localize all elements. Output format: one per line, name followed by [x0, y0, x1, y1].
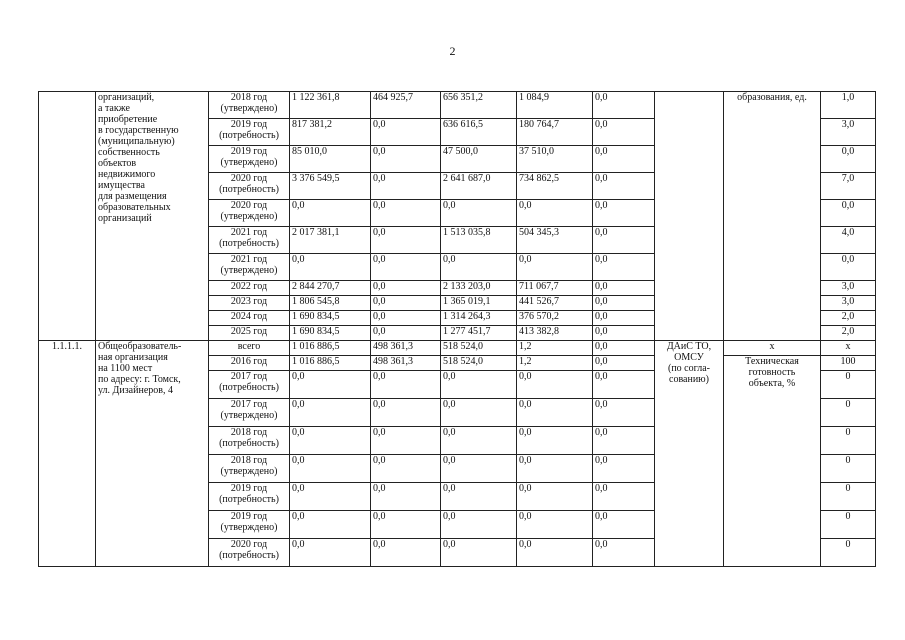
- federal-cell: 0,0: [371, 296, 441, 311]
- federal-cell: 0,0: [371, 173, 441, 200]
- federal-cell: 0,0: [371, 371, 441, 399]
- total-cell: 2 017 381,1: [290, 227, 371, 254]
- federal-cell: 0,0: [371, 281, 441, 296]
- total-cell: 2 844 270,7: [290, 281, 371, 296]
- federal-cell: 0,0: [371, 200, 441, 227]
- federal-cell: 0,0: [371, 539, 441, 567]
- total-cell: 817 381,2: [290, 119, 371, 146]
- regional-cell: 47 500,0: [441, 146, 517, 173]
- item-description: организаций, а также приобретение в государственную (муниципальную) собственность объектов недвижимого имущества для размещения образовательных организаций: [96, 92, 209, 341]
- executor-cell: [655, 92, 724, 341]
- local-cell: 0,0: [517, 399, 593, 427]
- total-cell: 0,0: [290, 511, 371, 539]
- extrabudget-cell: 0,0: [593, 511, 655, 539]
- target-value-cell: 0: [821, 427, 876, 455]
- year-cell: 2019 год (утверждено): [209, 511, 290, 539]
- target-value-cell: 0: [821, 511, 876, 539]
- item-code: 1.1.1.1.: [39, 341, 96, 567]
- local-cell: 413 382,8: [517, 326, 593, 341]
- regional-cell: 0,0: [441, 455, 517, 483]
- total-cell: 0,0: [290, 455, 371, 483]
- federal-cell: 0,0: [371, 146, 441, 173]
- extrabudget-cell: 0,0: [593, 227, 655, 254]
- regional-cell: 0,0: [441, 200, 517, 227]
- regional-cell: 1 365 019,1: [441, 296, 517, 311]
- target-value-cell: 1,0: [821, 92, 876, 119]
- federal-cell: 0,0: [371, 326, 441, 341]
- indicator-cell: образования, ед.: [724, 92, 821, 341]
- federal-cell: 0,0: [371, 483, 441, 511]
- item-code: [39, 92, 96, 341]
- local-cell: 0,0: [517, 427, 593, 455]
- year-cell: 2017 год (утверждено): [209, 399, 290, 427]
- page-number: 2: [449, 44, 456, 58]
- regional-cell: 0,0: [441, 254, 517, 281]
- total-cell: 0,0: [290, 371, 371, 399]
- year-cell: 2018 год (потребность): [209, 427, 290, 455]
- extrabudget-cell: 0,0: [593, 399, 655, 427]
- federal-cell: 0,0: [371, 227, 441, 254]
- federal-cell: 498 361,3: [371, 356, 441, 371]
- target-value-cell: 3,0: [821, 281, 876, 296]
- extrabudget-cell: 0,0: [593, 356, 655, 371]
- year-cell: 2019 год (потребность): [209, 119, 290, 146]
- target-value-cell: 0: [821, 483, 876, 511]
- regional-cell: 0,0: [441, 427, 517, 455]
- target-value-cell: 2,0: [821, 326, 876, 341]
- regional-cell: 518 524,0: [441, 341, 517, 356]
- extrabudget-cell: 0,0: [593, 173, 655, 200]
- extrabudget-cell: 0,0: [593, 296, 655, 311]
- executor-cell: ДАиС ТО, ОМСУ (по согла- сованию): [655, 341, 724, 567]
- federal-cell: 464 925,7: [371, 92, 441, 119]
- local-cell: 0,0: [517, 511, 593, 539]
- year-cell: 2020 год (утверждено): [209, 200, 290, 227]
- extrabudget-cell: 0,0: [593, 200, 655, 227]
- year-cell: 2016 год: [209, 356, 290, 371]
- local-cell: 37 510,0: [517, 146, 593, 173]
- year-cell: 2019 год (потребность): [209, 483, 290, 511]
- year-cell: 2021 год (потребность): [209, 227, 290, 254]
- total-cell: 0,0: [290, 399, 371, 427]
- extrabudget-cell: 0,0: [593, 455, 655, 483]
- target-value-cell: 3,0: [821, 296, 876, 311]
- local-cell: 711 067,7: [517, 281, 593, 296]
- extrabudget-cell: 0,0: [593, 326, 655, 341]
- local-cell: 734 862,5: [517, 173, 593, 200]
- regional-cell: 2 133 203,0: [441, 281, 517, 296]
- local-cell: 376 570,2: [517, 311, 593, 326]
- federal-cell: 0,0: [371, 427, 441, 455]
- local-cell: 504 345,3: [517, 227, 593, 254]
- federal-cell: 0,0: [371, 254, 441, 281]
- total-cell: 1 016 886,5: [290, 341, 371, 356]
- year-cell: 2017 год (потребность): [209, 371, 290, 399]
- regional-cell: 1 314 264,3: [441, 311, 517, 326]
- local-cell: 0,0: [517, 371, 593, 399]
- local-cell: 0,0: [517, 483, 593, 511]
- regional-cell: 1 513 035,8: [441, 227, 517, 254]
- year-cell: 2021 год (утверждено): [209, 254, 290, 281]
- target-value-cell: 0: [821, 399, 876, 427]
- extrabudget-cell: 0,0: [593, 281, 655, 296]
- local-cell: 0,0: [517, 539, 593, 567]
- indicator-cell: Техническая готовность объекта, %: [724, 356, 821, 567]
- local-cell: 1,2: [517, 356, 593, 371]
- extrabudget-cell: 0,0: [593, 311, 655, 326]
- federal-cell: 0,0: [371, 311, 441, 326]
- target-value-cell: х: [821, 341, 876, 356]
- federal-cell: 0,0: [371, 399, 441, 427]
- target-value-cell: 0: [821, 455, 876, 483]
- total-cell: 1 016 886,5: [290, 356, 371, 371]
- extrabudget-cell: 0,0: [593, 146, 655, 173]
- year-cell: 2020 год (потребность): [209, 539, 290, 567]
- year-cell: 2019 год (утверждено): [209, 146, 290, 173]
- local-cell: 180 764,7: [517, 119, 593, 146]
- extrabudget-cell: 0,0: [593, 539, 655, 567]
- target-value-cell: 0: [821, 539, 876, 567]
- federal-cell: 0,0: [371, 455, 441, 483]
- year-cell: 2018 год (утверждено): [209, 92, 290, 119]
- federal-cell: 0,0: [371, 511, 441, 539]
- regional-cell: 0,0: [441, 539, 517, 567]
- regional-cell: 656 351,2: [441, 92, 517, 119]
- target-value-cell: 100: [821, 356, 876, 371]
- total-cell: 85 010,0: [290, 146, 371, 173]
- indicator-head-cell: х: [724, 341, 821, 356]
- extrabudget-cell: 0,0: [593, 483, 655, 511]
- target-value-cell: 3,0: [821, 119, 876, 146]
- year-cell: 2022 год: [209, 281, 290, 296]
- regional-cell: 2 641 687,0: [441, 173, 517, 200]
- total-cell: 0,0: [290, 427, 371, 455]
- total-cell: 1 806 545,8: [290, 296, 371, 311]
- total-cell: 1 690 834,5: [290, 326, 371, 341]
- year-cell: 2023 год: [209, 296, 290, 311]
- regional-cell: 0,0: [441, 483, 517, 511]
- local-cell: 1,2: [517, 341, 593, 356]
- target-value-cell: 0,0: [821, 146, 876, 173]
- extrabudget-cell: 0,0: [593, 371, 655, 399]
- regional-cell: 636 616,5: [441, 119, 517, 146]
- item-description: Общеобразователь- ная организация на 1100 мест по адресу: г. Томск, ул. Дизайнеров, 4: [96, 341, 209, 567]
- total-cell: 0,0: [290, 539, 371, 567]
- regional-cell: 0,0: [441, 371, 517, 399]
- extrabudget-cell: 0,0: [593, 427, 655, 455]
- total-cell: 3 376 549,5: [290, 173, 371, 200]
- extrabudget-cell: 0,0: [593, 119, 655, 146]
- extrabudget-cell: 0,0: [593, 92, 655, 119]
- federal-cell: 0,0: [371, 119, 441, 146]
- year-cell: всего: [209, 341, 290, 356]
- total-cell: 0,0: [290, 200, 371, 227]
- target-value-cell: 4,0: [821, 227, 876, 254]
- local-cell: 441 526,7: [517, 296, 593, 311]
- target-value-cell: 0,0: [821, 200, 876, 227]
- year-cell: 2025 год: [209, 326, 290, 341]
- program-table: [38, 91, 876, 567]
- table-row: [39, 341, 876, 356]
- total-cell: 0,0: [290, 483, 371, 511]
- local-cell: 0,0: [517, 254, 593, 281]
- total-cell: 0,0: [290, 254, 371, 281]
- year-cell: 2018 год (утверждено): [209, 455, 290, 483]
- regional-cell: 1 277 451,7: [441, 326, 517, 341]
- target-value-cell: 0: [821, 371, 876, 399]
- total-cell: 1 122 361,8: [290, 92, 371, 119]
- local-cell: 0,0: [517, 200, 593, 227]
- total-cell: 1 690 834,5: [290, 311, 371, 326]
- extrabudget-cell: 0,0: [593, 254, 655, 281]
- year-cell: 2020 год (потребность): [209, 173, 290, 200]
- federal-cell: 498 361,3: [371, 341, 441, 356]
- local-cell: 1 084,9: [517, 92, 593, 119]
- regional-cell: 0,0: [441, 511, 517, 539]
- table-row: [39, 92, 876, 119]
- target-value-cell: 0,0: [821, 254, 876, 281]
- extrabudget-cell: 0,0: [593, 341, 655, 356]
- target-value-cell: 2,0: [821, 311, 876, 326]
- year-cell: 2024 год: [209, 311, 290, 326]
- regional-cell: 518 524,0: [441, 356, 517, 371]
- local-cell: 0,0: [517, 455, 593, 483]
- target-value-cell: 7,0: [821, 173, 876, 200]
- regional-cell: 0,0: [441, 399, 517, 427]
